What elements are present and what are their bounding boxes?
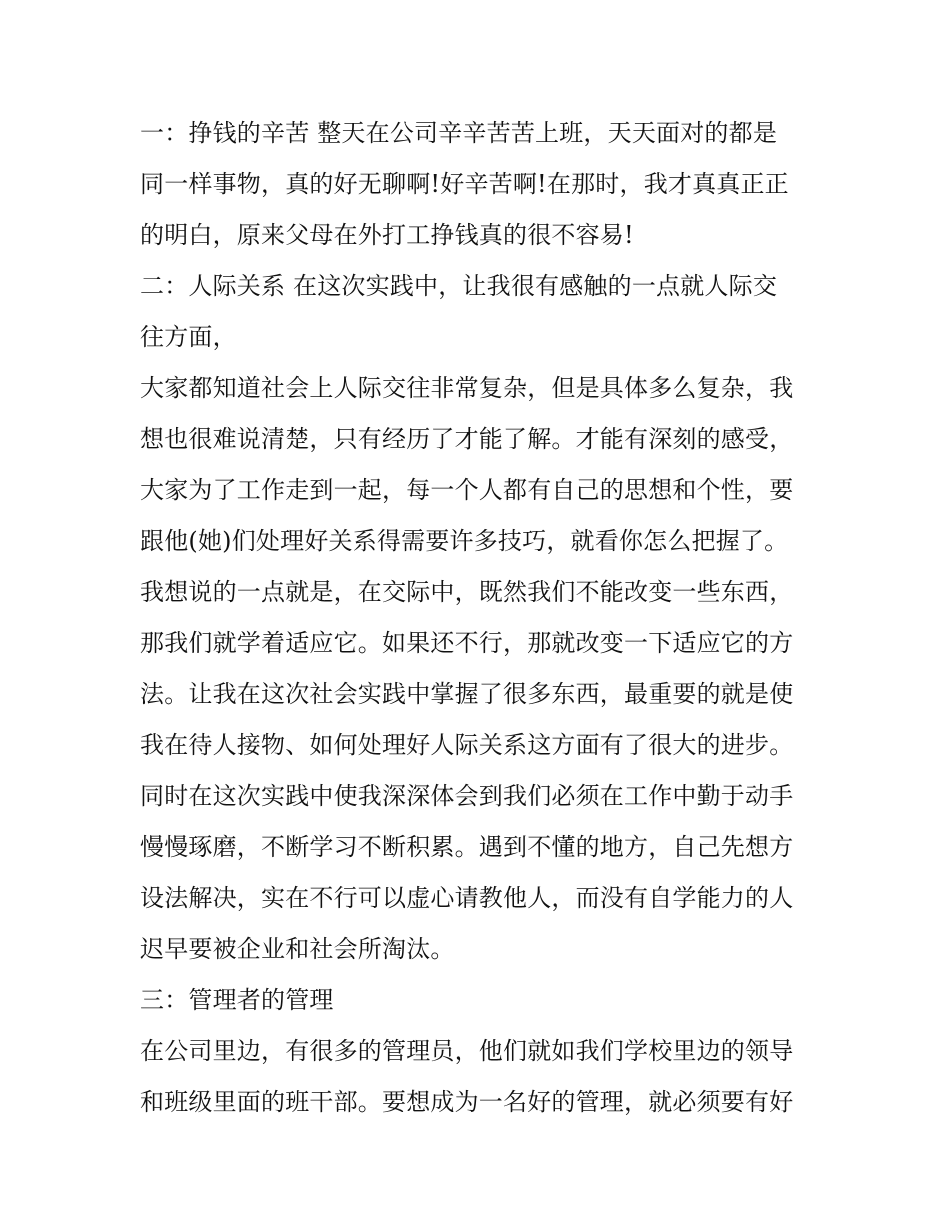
- text-line: 的明白，原来父母在外打工挣钱真的很不容易!: [140, 221, 634, 249]
- text-line: 法。让我在这次社会实践中掌握了很多东西，最重要的就是使: [140, 680, 794, 708]
- text-line: 设法解决，实在不行可以虚心请教他人，而没有自学能力的人: [140, 884, 794, 912]
- text-line: 往方面，: [140, 323, 237, 351]
- text-line: 一：挣钱的辛苦 整天在公司辛辛苦苦上班，天天面对的都是: [140, 119, 778, 147]
- text-line: 迟早要被企业和社会所淘汰。: [140, 935, 455, 963]
- text-line: 我想说的一点就是，在交际中，既然我们不能改变一些东西，: [140, 578, 794, 606]
- text-line: 和班级里面的班干部。要想成为一名好的管理，就必须要有好: [140, 1088, 794, 1116]
- text-line: 二：人际关系 在这次实践中，让我很有感触的一点就人际交: [140, 272, 778, 300]
- text-line: 三：管理者的管理: [140, 986, 334, 1014]
- text-line: 我在待人接物、如何处理好人际关系这方面有了很大的进步。: [140, 731, 794, 759]
- text-line: 同时在这次实践中使我深深体会到我们必须在工作中勤于动手: [140, 782, 794, 810]
- document-body: [140, 108, 812, 1128]
- text-line: 慢慢琢磨，不断学习不断积累。遇到不懂的地方，自己先想方: [140, 833, 794, 861]
- text-line: 跟他(她)们处理好关系得需要许多技巧，就看你怎么把握了。: [140, 527, 789, 555]
- text-line: 想也很难说清楚，只有经历了才能了解。才能有深刻的感受，: [140, 425, 794, 453]
- text-line: 大家为了工作走到一起，每一个人都有自己的思想和个性，要: [140, 476, 794, 504]
- text-line: 大家都知道社会上人际交往非常复杂，但是具体多么复杂，我: [140, 374, 794, 402]
- text-line: 在公司里边，有很多的管理员，他们就如我们学校里边的领导: [140, 1037, 794, 1065]
- text-line: 同一样事物，真的好无聊啊!好辛苦啊!在那时，我才真真正正: [140, 170, 789, 198]
- text-line: 那我们就学着适应它。如果还不行，那就改变一下适应它的方: [140, 629, 794, 657]
